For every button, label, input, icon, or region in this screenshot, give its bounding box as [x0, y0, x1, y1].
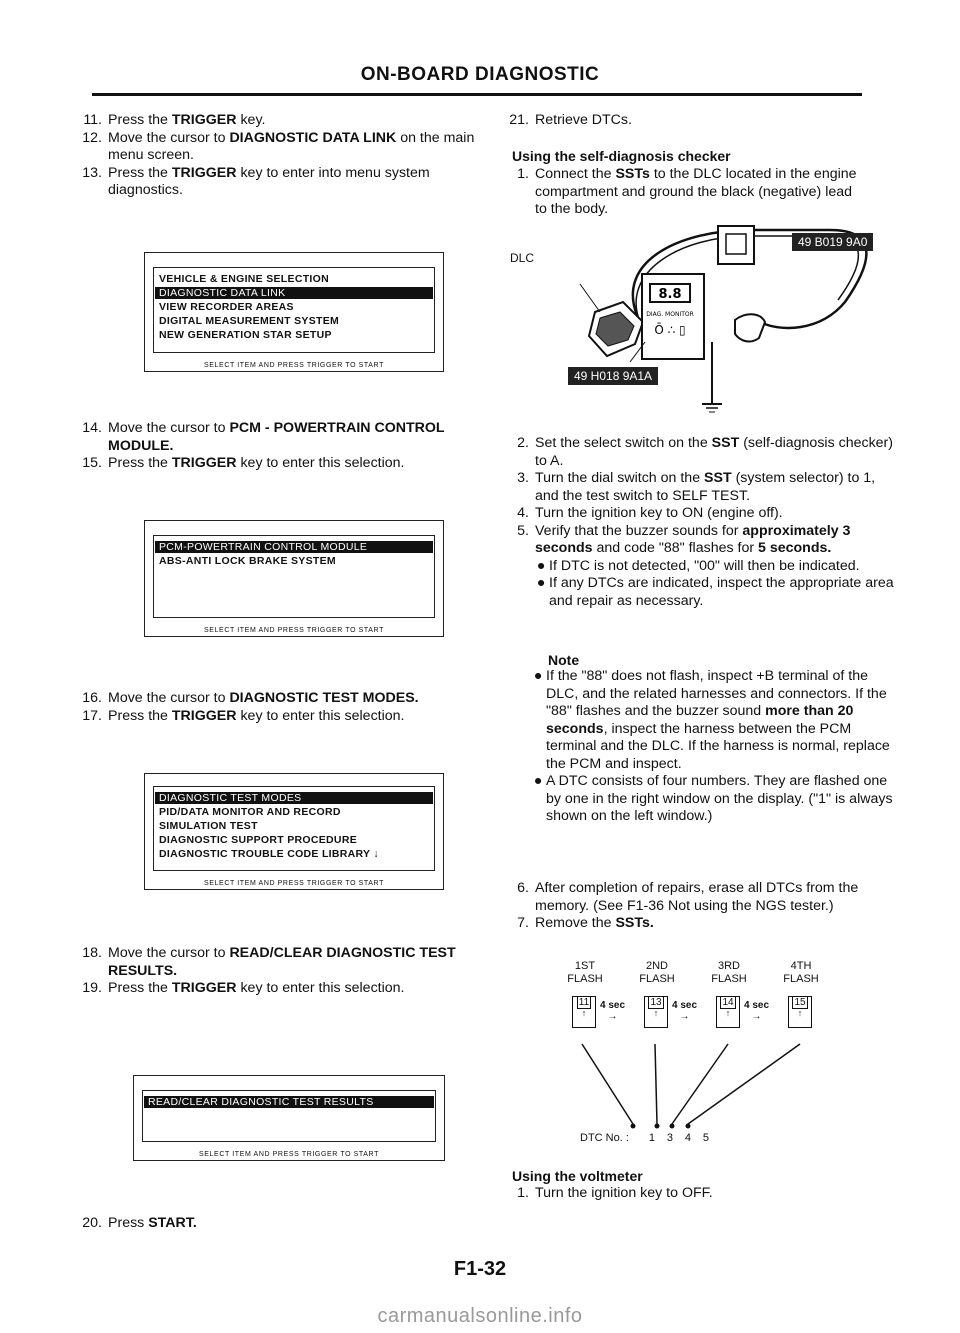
screen-footer: SELECT ITEM AND PRESS TRIGGER TO START: [204, 627, 384, 634]
screen-read-clear: [133, 1075, 445, 1161]
step: [78, 455, 478, 473]
screen-main-menu: [144, 252, 444, 372]
watermark: carmanualsonline.info: [377, 1305, 583, 1327]
flash-display-box: 15 ↑: [788, 996, 812, 1028]
flash-label: 1ST FLASH: [567, 960, 603, 985]
step-text: Press START.: [108, 1215, 197, 1231]
dtc-digit: 5: [702, 1132, 709, 1144]
dtc-digit: 4: [684, 1132, 691, 1144]
page-title: ON-BOARD DIAGNOSTIC: [360, 64, 600, 85]
step-5-bullets: [505, 558, 900, 611]
step-number: 5.: [517, 522, 529, 539]
step-text: Set the select switch on the SST (self-diagnosis checker) to A.: [535, 435, 894, 469]
screen-footer: SELECT ITEM AND PRESS TRIGGER TO START: [199, 1151, 379, 1158]
screen-footer: SELECT ITEM AND PRESS TRIGGER TO START: [204, 362, 384, 369]
step: [505, 505, 900, 523]
step-number: 12.: [82, 129, 102, 146]
step-number: 2.: [517, 435, 529, 451]
step-number: 17.: [82, 707, 102, 724]
note-bullet: ● If the "88" does not flash, inspect +B terminal of the DLC, and the related harnesses and connectors. If the "88" flashes and the buzzer sound more than 20 seconds, inspect the harness between the PCM terminal and the DLC. If the harness is normal, replace the PCM and inspect.: [533, 668, 890, 772]
step: [505, 915, 900, 933]
steps-2-5: [505, 435, 900, 610]
dlc-label: DLC: [510, 251, 535, 265]
step-text: Retrieve DTCs.: [535, 112, 632, 128]
step-text: After completion of repairs, erase all DTCs from the memory. (See F1-36 Not using the NGS tester.): [535, 880, 859, 914]
step-number: 4.: [517, 505, 529, 521]
step-21: [505, 112, 885, 130]
note-bullet: ● A DTC consists of four numbers. They are flashed one by one in the right window on the display. ("1" is always shown on the left window.): [533, 773, 893, 824]
screen-module-select: [144, 520, 444, 637]
step: [505, 435, 900, 470]
flash-display-box: 11 ↑: [572, 996, 596, 1028]
flash-arrow-line: [688, 1044, 800, 1124]
menu-item-selected: READ/CLEAR DIAGNOSTIC TEST RESULTS: [144, 1096, 434, 1108]
flash-display-box: 13 ↑: [644, 996, 668, 1028]
step-number: 1.: [517, 166, 529, 182]
menu-item-selected: PCM-POWERTRAIN CONTROL MODULE: [155, 541, 433, 553]
svg-text:Ō ∴ ▯: Ō ∴ ▯: [654, 323, 686, 337]
step-number: 21.: [509, 112, 529, 128]
step-text: Verify that the buzzer sounds for approximately 3 seconds and code "88" flashes for 5 seconds.: [535, 522, 851, 556]
step-text: Move the cursor to DIAGNOSTIC TEST MODES.: [108, 690, 419, 706]
step: [78, 1215, 478, 1233]
step: [78, 420, 478, 455]
bullet-item: ● If DTC is not detected, "00" will then be indicated.: [536, 557, 860, 574]
step-text: Move the cursor to DIAGNOSTIC DATA LINK on the main menu screen.: [108, 129, 475, 163]
note-bullets: [530, 668, 900, 826]
steps-18-19: [78, 945, 498, 998]
screen-test-modes: [144, 773, 444, 890]
step-number: 3.: [517, 470, 529, 486]
menu-item: DIAGNOSTIC TROUBLE CODE LIBRARY ↓: [159, 848, 379, 860]
menu-item: NEW GENERATION STAR SETUP: [159, 329, 332, 341]
step-number: 18.: [82, 945, 102, 961]
step-number: 13.: [82, 164, 102, 181]
checker-label: DIAG. MONITOR: [646, 311, 694, 318]
step: [78, 690, 498, 708]
step-text: Press the TRIGGER key to enter this selection.: [108, 980, 405, 996]
dtc-digit: 1: [648, 1132, 655, 1144]
step-number: 7.: [517, 915, 529, 931]
step-text: Remove the SSTs.: [535, 915, 654, 931]
flash-arrows: [560, 1036, 860, 1146]
interval-label: 4 sec →: [672, 1000, 698, 1022]
step: [78, 708, 498, 726]
sst-tag-top: 49 B019 9A0: [792, 233, 873, 251]
step-text: Turn the ignition key to ON (engine off).: [535, 505, 783, 521]
step: [505, 523, 900, 558]
steps-14-15: [78, 420, 478, 473]
arrow-head-icon: [655, 1124, 660, 1129]
flash-label: 3RD FLASH: [711, 960, 747, 985]
step: [78, 112, 478, 130]
screen-footer: SELECT ITEM AND PRESS TRIGGER TO START: [204, 880, 384, 887]
sst-connection-diagram: [500, 222, 900, 418]
menu-item-selected: DIAGNOSTIC DATA LINK: [155, 287, 433, 299]
menu-item: PID/DATA MONITOR AND RECORD: [159, 806, 341, 818]
step: [78, 165, 478, 200]
voltmeter-step-1: [505, 1185, 865, 1203]
step-number: 15.: [82, 455, 102, 471]
interval-label: 4 sec →: [600, 1000, 626, 1022]
step-number: 1.: [517, 1185, 529, 1201]
arrow-head-icon: [686, 1124, 691, 1129]
step-number: 16.: [82, 690, 102, 706]
dtc-number-row: DTC No. : 1 3 4 5: [580, 1132, 840, 1144]
flash-label: 2ND FLASH: [639, 960, 675, 985]
sst-adapter-icon: [726, 234, 746, 254]
menu-item: ABS-ANTI LOCK BRAKE SYSTEM: [159, 555, 336, 567]
step-text: Press the TRIGGER key to enter this selection.: [108, 707, 405, 724]
flash-arrow-line: [655, 1044, 657, 1124]
step-number: 14.: [82, 420, 102, 436]
arrow-head-icon: [631, 1124, 636, 1129]
step-text: Turn the ignition key to OFF.: [535, 1185, 713, 1201]
step-text: Press the TRIGGER key to enter into menu system diagnostics.: [108, 164, 430, 198]
step-number: 19.: [82, 980, 102, 996]
checker-heading: Using the self-diagnosis checker: [512, 148, 731, 164]
title-rule: [92, 93, 862, 96]
step: [78, 130, 478, 165]
step: [505, 470, 900, 505]
step-text: Turn the dial switch on the SST (system selector) to 1, and the test switch to SELF TEST.: [535, 470, 876, 504]
steps-6-7: [505, 880, 900, 933]
steps-16-17: [78, 690, 498, 725]
menu-item: VIEW RECORDER AREAS: [159, 301, 294, 313]
step: [505, 880, 900, 915]
step: [78, 980, 498, 998]
step-text: Press the TRIGGER key to enter this selection.: [108, 455, 405, 471]
flash-arrow-line: [672, 1044, 728, 1124]
step-text: Move the cursor to PCM - POWERTRAIN CONTROL MODULE.: [108, 420, 445, 454]
step-number: 6.: [517, 880, 529, 896]
note-heading: Note: [548, 652, 580, 668]
menu-item: VEHICLE & ENGINE SELECTION: [159, 273, 329, 285]
step-number: 20.: [82, 1215, 102, 1231]
steps-11-13: [78, 112, 478, 200]
sst-tag-bottom: 49 H018 9A1A: [568, 367, 658, 385]
flash-chart: [560, 960, 860, 1150]
step: [505, 166, 865, 219]
step-20: [78, 1215, 478, 1233]
voltmeter-heading: Using the voltmeter: [512, 1168, 643, 1184]
svg-text:8.8: 8.8: [658, 287, 682, 302]
dlc-leader-line: [580, 284, 600, 312]
interval-label: 4 sec →: [744, 1000, 770, 1022]
bullet-item: ● If any DTCs are indicated, inspect the appropriate area and repair as necessary.: [536, 575, 894, 609]
menu-item-selected: DIAGNOSTIC TEST MODES: [155, 792, 433, 804]
menu-item: DIAGNOSTIC SUPPORT PROCEDURE: [159, 834, 357, 846]
page-number: F1-32: [453, 1258, 507, 1280]
step: [78, 945, 498, 980]
step-text: Press the TRIGGER key.: [108, 112, 266, 128]
checker-step-1: [505, 166, 865, 219]
menu-item: SIMULATION TEST: [159, 820, 258, 832]
step-text: Move the cursor to READ/CLEAR DIAGNOSTIC TEST RESULTS.: [108, 945, 456, 979]
step-number: 11.: [83, 112, 102, 128]
step-text: Connect the SSTs to the DLC located in the engine compartment and ground the black (negative) lead to the body.: [535, 166, 857, 217]
ground-clip-icon: [735, 314, 765, 341]
flash-arrow-line: [582, 1044, 633, 1124]
flash-label: 4TH FLASH: [783, 960, 819, 985]
arrow-head-icon: [670, 1124, 675, 1129]
dtc-digit: 3: [666, 1132, 673, 1144]
flash-display-box: 14 ↑: [716, 996, 740, 1028]
menu-item: DIGITAL MEASUREMENT SYSTEM: [159, 315, 340, 327]
